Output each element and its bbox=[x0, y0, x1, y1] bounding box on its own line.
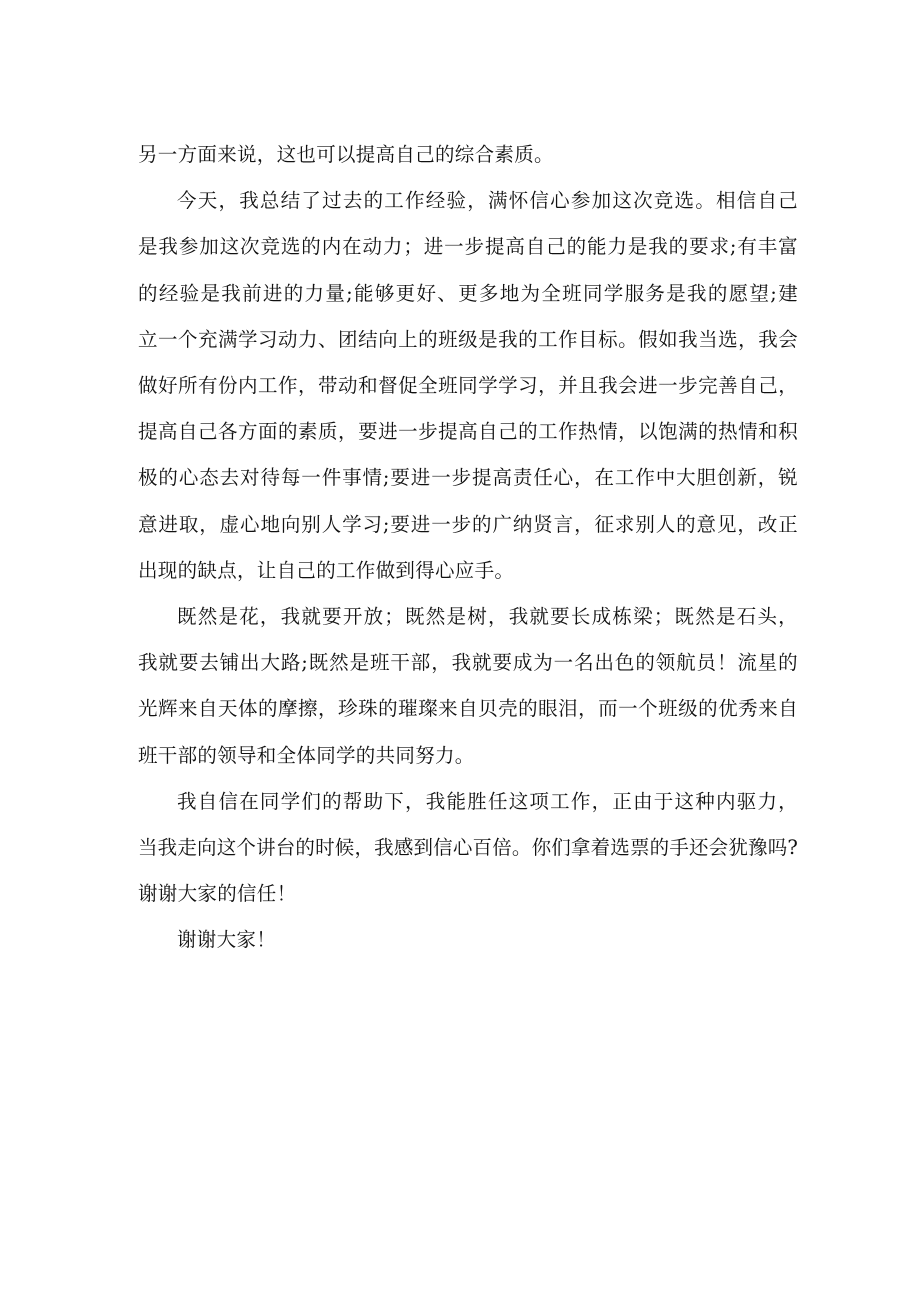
text-line: 谢谢大家的信任！ bbox=[138, 882, 297, 906]
text-line: 当我走向这个讲台的时候，我感到信心百倍。你们拿着选票的手还会犹豫吗? bbox=[138, 836, 798, 860]
text-line: 我自信在同学们的帮助下，我能胜任这项工作，正由于这种内驱力， bbox=[177, 789, 798, 813]
text-line: 立一个充满学习动力、团结向上的班级是我的工作目标。假如我当选，我会 bbox=[138, 327, 798, 351]
text-line: 班干部的领导和全体同学的共同努力。 bbox=[138, 743, 475, 767]
text-line: 谢谢大家！ bbox=[177, 928, 277, 952]
text-line: 的经验是我前进的力量;能够更好、更多地为全班同学服务是我的愿望;建 bbox=[138, 281, 798, 305]
text-line: 做好所有份内工作，带动和督促全班同学学习，并且我会进一步完善自己， bbox=[138, 374, 798, 398]
paragraph-1 bbox=[138, 132, 798, 178]
text-line: 光辉来自天体的摩擦，珍珠的璀璨来自贝壳的眼泪，而一个班级的优秀来自 bbox=[138, 697, 798, 721]
text-line: 既然是花，我就要开放；既然是树，我就要长成栋梁；既然是石头， bbox=[177, 605, 798, 629]
text-line: 极的心态去对待每一件事情;要进一步提高责任心，在工作中大胆创新，锐 bbox=[138, 466, 798, 490]
text-line: 我就要去铺出大路;既然是班干部，我就要成为一名出色的领航员！流星的 bbox=[138, 651, 798, 675]
text-line: 是我参加这次竞选的内在动力；进一步提高自己的能力是我的要求;有丰富 bbox=[138, 235, 798, 259]
text-line: 提高自己各方面的素质，要进一步提高自己的工作热情，以饱满的热情和积 bbox=[138, 420, 798, 444]
text-line: 意进取，虚心地向别人学习;要进一步的广纳贤言，征求别人的意见，改正 bbox=[138, 512, 798, 536]
paragraph-5 bbox=[138, 917, 798, 963]
text-line: 今天，我总结了过去的工作经验，满怀信心参加这次竞选。相信自己 bbox=[177, 189, 798, 213]
paragraph-3 bbox=[138, 594, 798, 779]
document-body bbox=[138, 132, 798, 964]
paragraph-4 bbox=[138, 779, 798, 918]
text-line: 出现的缺点，让自己的工作做到得心应手。 bbox=[138, 558, 515, 582]
text-line: 另一方面来说，这也可以提高自己的综合素质。 bbox=[138, 143, 554, 166]
paragraph-2 bbox=[138, 178, 798, 594]
